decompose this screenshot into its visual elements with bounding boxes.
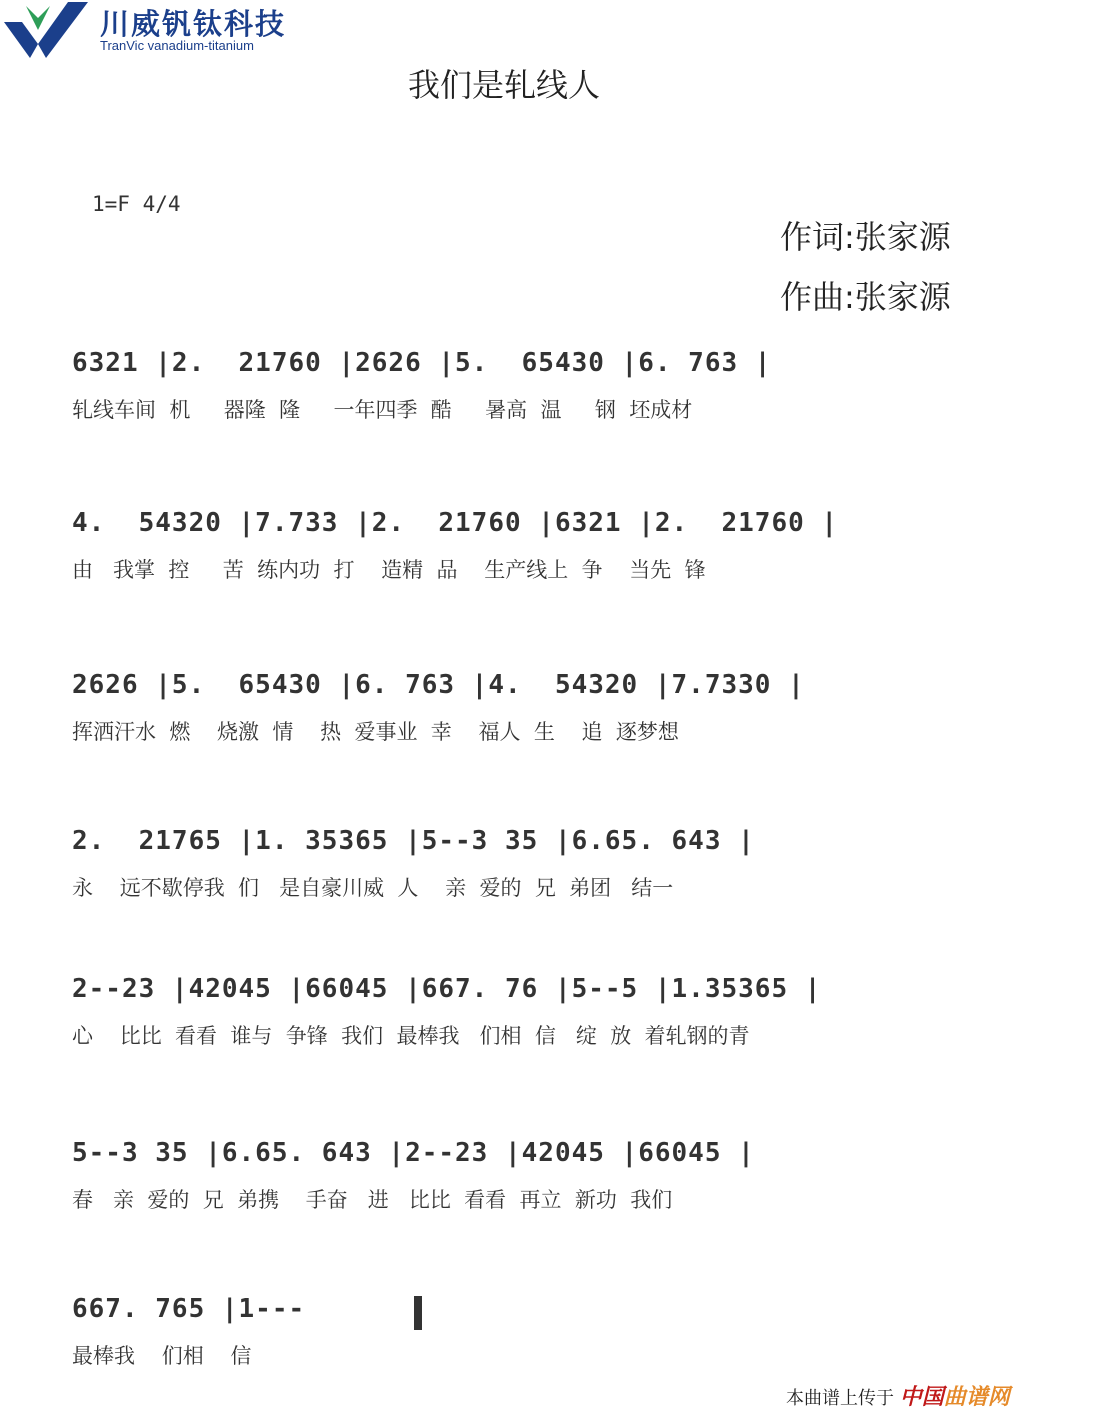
score-line-2 <box>72 508 1042 608</box>
notation-line: 2--23 |42045 |66045 |667. 76 |5--5 |1.35365 | <box>72 974 822 1004</box>
lyrics-line: 挥洒汗水 燃 烧激 情 热 爱事业 幸 福人 生 追 逐梦想 <box>72 720 679 744</box>
score-line-1 <box>72 348 1042 448</box>
footer-brand-a: 中国 <box>899 1385 944 1410</box>
score-line-3 <box>72 670 1042 770</box>
footer-source <box>786 1380 1010 1411</box>
score-line-7 <box>72 1294 1042 1394</box>
song-title: 我们是轧线人 <box>408 66 601 104</box>
score-line-6 <box>72 1138 1042 1238</box>
lyricist-credit: 作词:张家源 <box>780 218 951 256</box>
brand-logo <box>0 0 300 70</box>
key-signature: 1=F 4/4 <box>92 192 181 216</box>
final-barline <box>414 1296 422 1330</box>
score-line-5 <box>72 974 1042 1074</box>
footer-text: 本曲谱上传于 <box>786 1388 894 1409</box>
lyrics-line: 轧线车间 机 器隆 隆 一年四季 酷 暑高 温 钢 坯成材 <box>72 398 693 422</box>
composer-credit: 作曲:张家源 <box>780 278 951 316</box>
notation-line: 2626 |5. 65430 |6. 763 |4. 54320 |7.7330 | <box>72 670 805 700</box>
footer-brand-b: 曲谱网 <box>943 1385 1010 1410</box>
notation-line: 2. 21765 |1. 35365 |5--3 35 |6.65. 643 | <box>72 826 755 856</box>
lyrics-line: 永 远不歇停我 们 是自豪川威 人 亲 爱的 兄 弟团 结一 <box>72 876 674 900</box>
notation-line: 667. 765 |1--- <box>72 1294 322 1324</box>
lyrics-line: 最棒我 们相 信 <box>72 1344 252 1368</box>
footer-brand[interactable] <box>900 1385 1010 1410</box>
lyrics-line: 心 比比 看看 谁与 争锋 我们 最棒我 们相 信 绽 放 着轧钢的青 <box>72 1024 750 1048</box>
lyrics-line: 春 亲 爱的 兄 弟携 手奋 进 比比 看看 再立 新功 我们 <box>72 1188 673 1212</box>
notation-line: 4. 54320 |7.733 |2. 21760 |6321 |2. 21760 | <box>72 508 839 538</box>
lyrics-line: 由 我掌 控 苦 练内功 打 造精 品 生产线上 争 当先 锋 <box>72 558 706 582</box>
logo-mark-icon <box>0 0 92 64</box>
score-line-4 <box>72 826 1042 926</box>
logo-name-en: TranVic vanadium-titanium <box>100 38 254 53</box>
logo-name-cn: 川威钒钛科技 <box>100 7 287 41</box>
notation-line: 6321 |2. 21760 |2626 |5. 65430 |6. 763 | <box>72 348 772 378</box>
notation-line: 5--3 35 |6.65. 643 |2--23 |42045 |66045 | <box>72 1138 755 1168</box>
